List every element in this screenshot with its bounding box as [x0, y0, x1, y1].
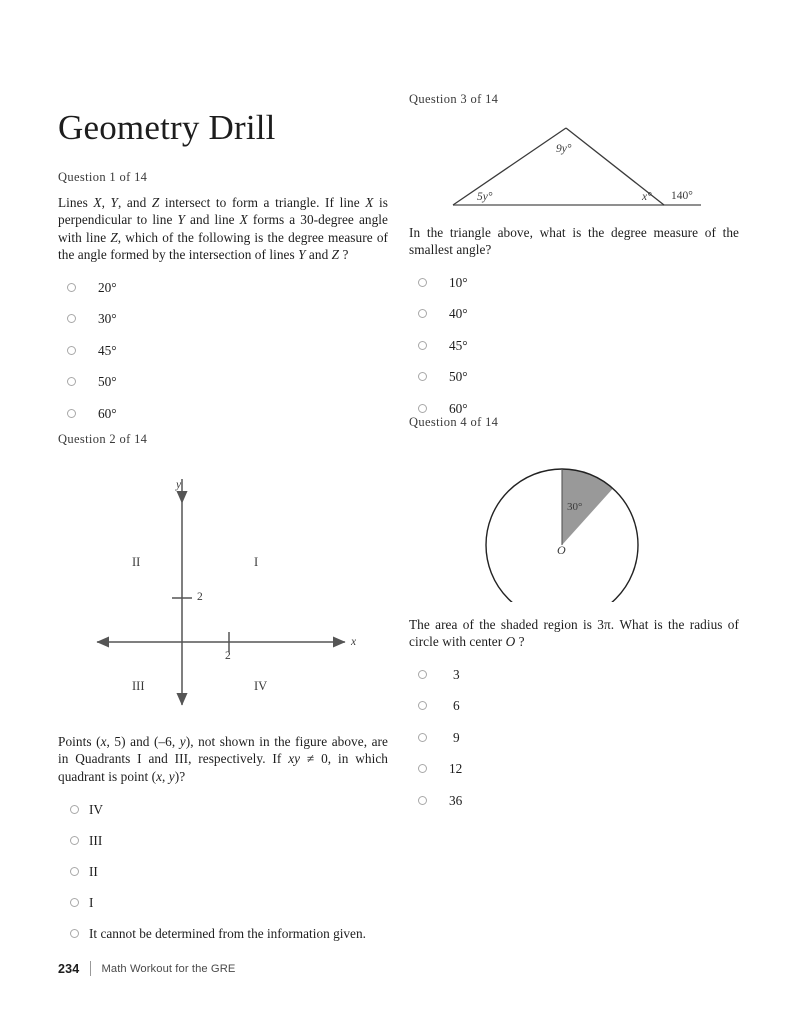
quadrant-label-II: II — [132, 555, 141, 569]
choice-label: I — [89, 895, 94, 911]
radio-button-icon[interactable] — [70, 929, 79, 938]
choice-option[interactable] — [409, 338, 739, 370]
choice-label: 6 — [453, 698, 460, 714]
radio-button-icon[interactable] — [67, 346, 76, 355]
choice-option[interactable] — [409, 793, 739, 825]
question-4-choices — [409, 667, 739, 825]
choice-label: IV — [89, 802, 104, 818]
circle-center-label: O — [557, 543, 566, 557]
radio-button-icon[interactable] — [418, 670, 427, 679]
quadrant-label-III: III — [132, 679, 145, 693]
triangle-left-angle-label: 5y° — [477, 191, 493, 203]
choice-label: 50° — [98, 374, 117, 390]
choice-option[interactable] — [409, 369, 739, 401]
footer-book-title: Math Workout for the GRE — [101, 962, 236, 975]
radio-button-icon[interactable] — [418, 278, 427, 287]
radio-button-icon[interactable] — [67, 377, 76, 386]
radio-button-icon[interactable] — [418, 796, 427, 805]
radio-button-icon[interactable] — [67, 409, 76, 418]
choice-option[interactable] — [58, 863, 388, 894]
choice-label: 36 — [449, 792, 463, 808]
radio-button-icon[interactable] — [418, 309, 427, 318]
radio-button-icon[interactable] — [418, 733, 427, 742]
choice-label: It cannot be determined from the information given. — [89, 926, 366, 942]
radio-button-icon[interactable] — [418, 764, 427, 773]
choice-label: 3 — [453, 666, 460, 682]
coordinate-plane-figure — [58, 455, 388, 720]
quadrant-label-I: I — [254, 555, 259, 569]
circle-sector-svg — [409, 440, 739, 602]
choice-label: 60° — [449, 400, 468, 416]
radio-button-icon[interactable] — [418, 372, 427, 381]
choice-option[interactable] — [409, 275, 739, 307]
question-1-stem: Lines X, Y, and Z intersect to form a triangle. If line X is perpendicular to line Y and line X forms a 30-degree angle with line Z, which of the following is the degree measure of the angle formed by the intersection of lines Y and Z ? — [58, 195, 389, 263]
radio-button-icon[interactable] — [70, 867, 79, 876]
question-4-stem: The area of the shaded region is 3π. What is the radius of circle with center O ? — [409, 617, 739, 650]
choice-label: 60° — [98, 405, 117, 421]
choice-label: II — [89, 864, 98, 880]
choice-option[interactable] — [58, 894, 388, 925]
question-3-choices — [409, 275, 739, 433]
footer-page-number: 234 — [58, 961, 80, 976]
triangle-left-side — [453, 128, 566, 205]
question-block-2 — [58, 431, 388, 956]
radio-button-icon[interactable] — [67, 283, 76, 292]
question-block-4 — [409, 414, 739, 824]
choice-label: 12 — [449, 761, 463, 777]
page-title: Geometry Drill — [58, 108, 276, 148]
choice-label: 9 — [453, 729, 460, 745]
y-axis-label: y — [176, 479, 182, 491]
choice-option[interactable] — [58, 801, 388, 832]
page-footer — [58, 961, 235, 976]
question-1-header: Question 1 of 14 — [58, 170, 148, 184]
choice-label: 45° — [449, 337, 468, 353]
circle-sector-figure — [409, 440, 739, 602]
choice-option[interactable] — [409, 306, 739, 338]
radio-button-icon[interactable] — [70, 805, 79, 814]
x-axis-tick-label: 2 — [225, 650, 231, 662]
choice-label: 45° — [98, 342, 117, 358]
choice-option[interactable] — [58, 280, 388, 312]
y-axis-tick-label: 2 — [197, 591, 203, 603]
question-3-header: Question 3 of 14 — [409, 92, 499, 106]
choice-label: 50° — [449, 369, 468, 385]
choice-option[interactable] — [409, 730, 739, 762]
radio-button-icon[interactable] — [70, 836, 79, 845]
choice-option[interactable] — [58, 925, 388, 956]
choice-option[interactable] — [58, 374, 388, 406]
question-block-1 — [58, 169, 388, 437]
choice-label: 30° — [98, 311, 117, 327]
choice-option[interactable] — [58, 832, 388, 863]
footer-divider — [90, 961, 91, 976]
coordinate-plane-svg — [58, 455, 388, 720]
triangle-right-angle-label: x° — [642, 191, 652, 203]
radio-button-icon[interactable] — [418, 341, 427, 350]
x-axis-label: x — [351, 636, 357, 648]
choice-option[interactable] — [58, 343, 388, 375]
choice-label: 20° — [98, 279, 117, 295]
question-2-choices — [58, 801, 388, 956]
choice-option[interactable] — [409, 698, 739, 730]
radio-button-icon[interactable] — [418, 404, 427, 413]
triangle-figure — [409, 117, 739, 212]
triangle-exterior-angle-label: 140° — [671, 190, 693, 202]
choice-label: 40° — [449, 306, 468, 322]
choice-option[interactable] — [409, 667, 739, 699]
question-2-stem: Points (x, 5) and (–6, y), not shown in the figure above, are in Quadrants I and III, respectively. If xy ≠ 0, in which quadrant is point (x, y)? — [58, 734, 388, 784]
question-4-header: Question 4 of 14 — [409, 415, 499, 429]
choice-option[interactable] — [409, 761, 739, 793]
sector-angle-label: 30° — [567, 501, 583, 513]
choice-option[interactable] — [58, 311, 388, 343]
radio-button-icon[interactable] — [418, 701, 427, 710]
quadrant-label-IV: IV — [254, 679, 268, 693]
question-block-3 — [409, 91, 739, 432]
question-1-choices — [58, 280, 388, 438]
radio-button-icon[interactable] — [70, 898, 79, 907]
radio-button-icon[interactable] — [67, 314, 76, 323]
question-3-stem: In the triangle above, what is the degree measure of the smallest angle? — [409, 225, 739, 258]
triangle-apex-angle-label: 9y° — [556, 143, 572, 155]
choice-label: 10° — [449, 274, 468, 290]
question-2-header: Question 2 of 14 — [58, 432, 148, 446]
choice-label: III — [89, 833, 103, 849]
